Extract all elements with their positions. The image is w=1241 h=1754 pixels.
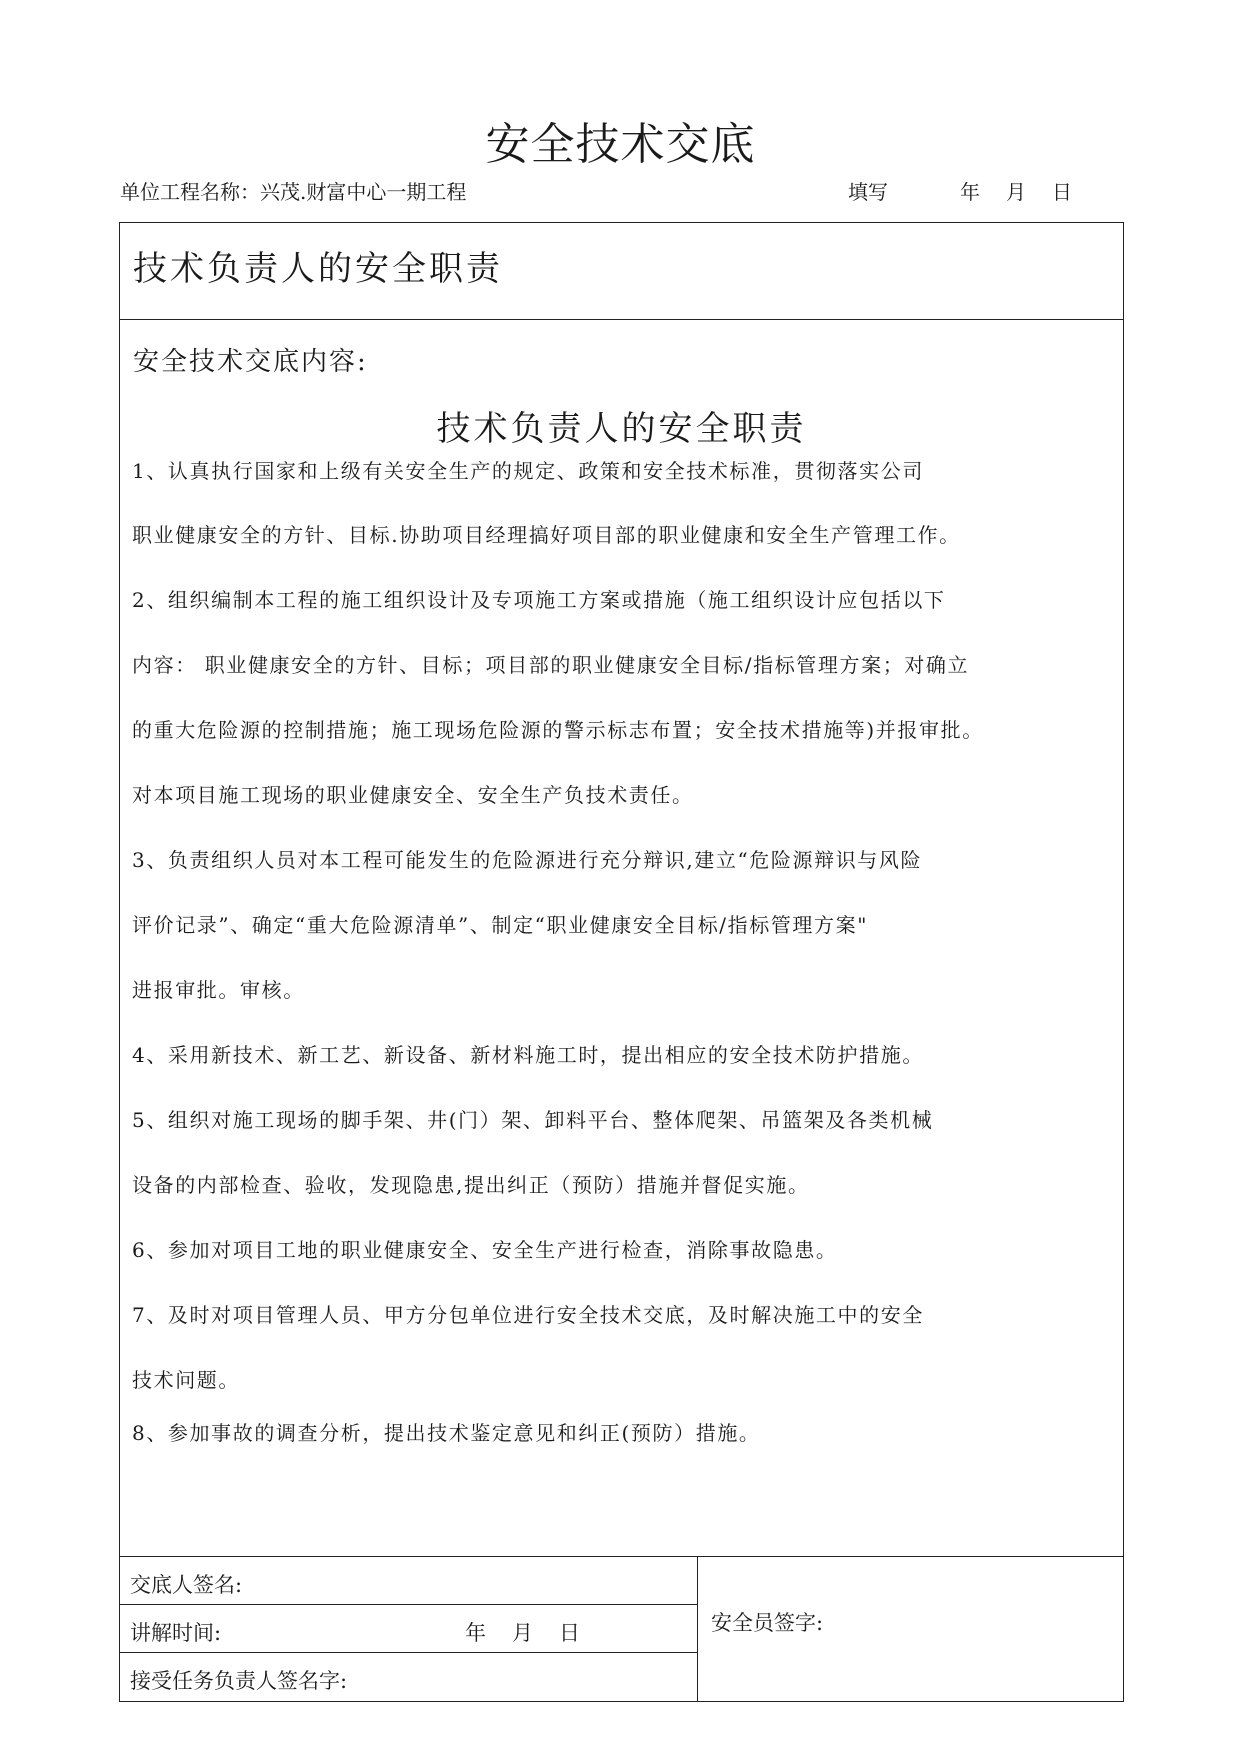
receiver-signature-label: 接受任务负责人签名字: — [130, 1669, 348, 1693]
content-heading: 技术负责人的安全职责 — [436, 409, 807, 449]
content-line: 1、认真执行国家和上级有关安全生产的规定、政策和安全技术标准，贯彻落实公司 — [132, 459, 924, 483]
content-line: 2、组织编制本工程的施工组织设计及专项施工方案或措施（施工组织设计应包括以下 — [132, 588, 946, 612]
content-line: 对本项目施工现场的职业健康安全、安全生产负技术责任。 — [132, 783, 694, 807]
explanation-time-day: 日 — [559, 1621, 580, 1645]
safety-officer-signature-label: 安全员签字: — [711, 1611, 824, 1635]
fill-date — [960, 176, 1098, 205]
fill-date-month: 月 — [1006, 180, 1026, 204]
topic-title: 技术负责人的安全职责 — [133, 249, 503, 289]
content-line: 的重大危险源的控制措施；施工现场危险源的警示标志布置；安全技术措施等)并报审批。 — [132, 718, 984, 742]
receiver-signature-row — [120, 1653, 697, 1703]
explanation-time-label: 讲解时间: — [130, 1621, 222, 1645]
fill-date-year: 年 — [960, 180, 980, 204]
content-label: 安全技术交底内容: — [133, 347, 368, 377]
content-line: 7、及时对项目管理人员、甲方分包单位进行安全技术交底，及时解决施工中的安全 — [132, 1303, 924, 1327]
fill-label: 填写 — [848, 180, 888, 204]
content-line: 6、参加对项目工地的职业健康安全、安全生产进行检查，消除事故隐患。 — [132, 1238, 838, 1262]
explanation-time-month: 月 — [512, 1621, 533, 1645]
explanation-time-row — [120, 1605, 697, 1653]
signature-left-column — [120, 1557, 698, 1702]
content-line: 职业健康安全的方针、目标.协助项目经理搞好项目部的职业健康和安全生产管理工作。 — [132, 523, 961, 547]
explanation-time-year: 年 — [465, 1621, 486, 1645]
content-line: 设备的内部检查、验收，发现隐患,提出纠正（预防）措施并督促实施。 — [132, 1173, 810, 1197]
disclosure-form-table — [119, 222, 1124, 1702]
project-name: 单位工程名称：兴茂.财富中心一期工程 — [120, 180, 467, 204]
presenter-signature-label: 交底人签名: — [130, 1573, 243, 1597]
content-line: 8、参加事故的调查分析，提出技术鉴定意见和纠正(预防）措施。 — [132, 1421, 761, 1445]
content-line: 评价记录”、确定“重大危险源清单”、制定“职业健康安全目标/指标管理方案" — [132, 913, 869, 937]
content-line: 5、组织对施工现场的脚手架、井(门）架、卸料平台、整体爬架、吊篮架及各类机械 — [132, 1108, 934, 1132]
content-line: 进报审批。审核。 — [132, 978, 305, 1002]
signature-section — [120, 1556, 1123, 1702]
content-line: 技术问题。 — [132, 1368, 240, 1392]
content-line: 4、采用新技术、新工艺、新设备、新材料施工时，提出相应的安全技术防护措施。 — [132, 1043, 924, 1067]
topic-row — [120, 223, 1123, 320]
presenter-signature-row — [120, 1557, 697, 1605]
fill-date-day: 日 — [1052, 180, 1072, 204]
explanation-time-date — [465, 1617, 606, 1647]
document-title: 安全技术交底 — [485, 119, 756, 170]
content-line: 3、负责组织人员对本工程可能发生的危险源进行充分辩识,建立“危险源辩识与风险 — [132, 848, 923, 872]
content-line: 内容： 职业健康安全的方针、目标；项目部的职业健康安全目标/指标管理方案；对确立 — [132, 653, 970, 677]
